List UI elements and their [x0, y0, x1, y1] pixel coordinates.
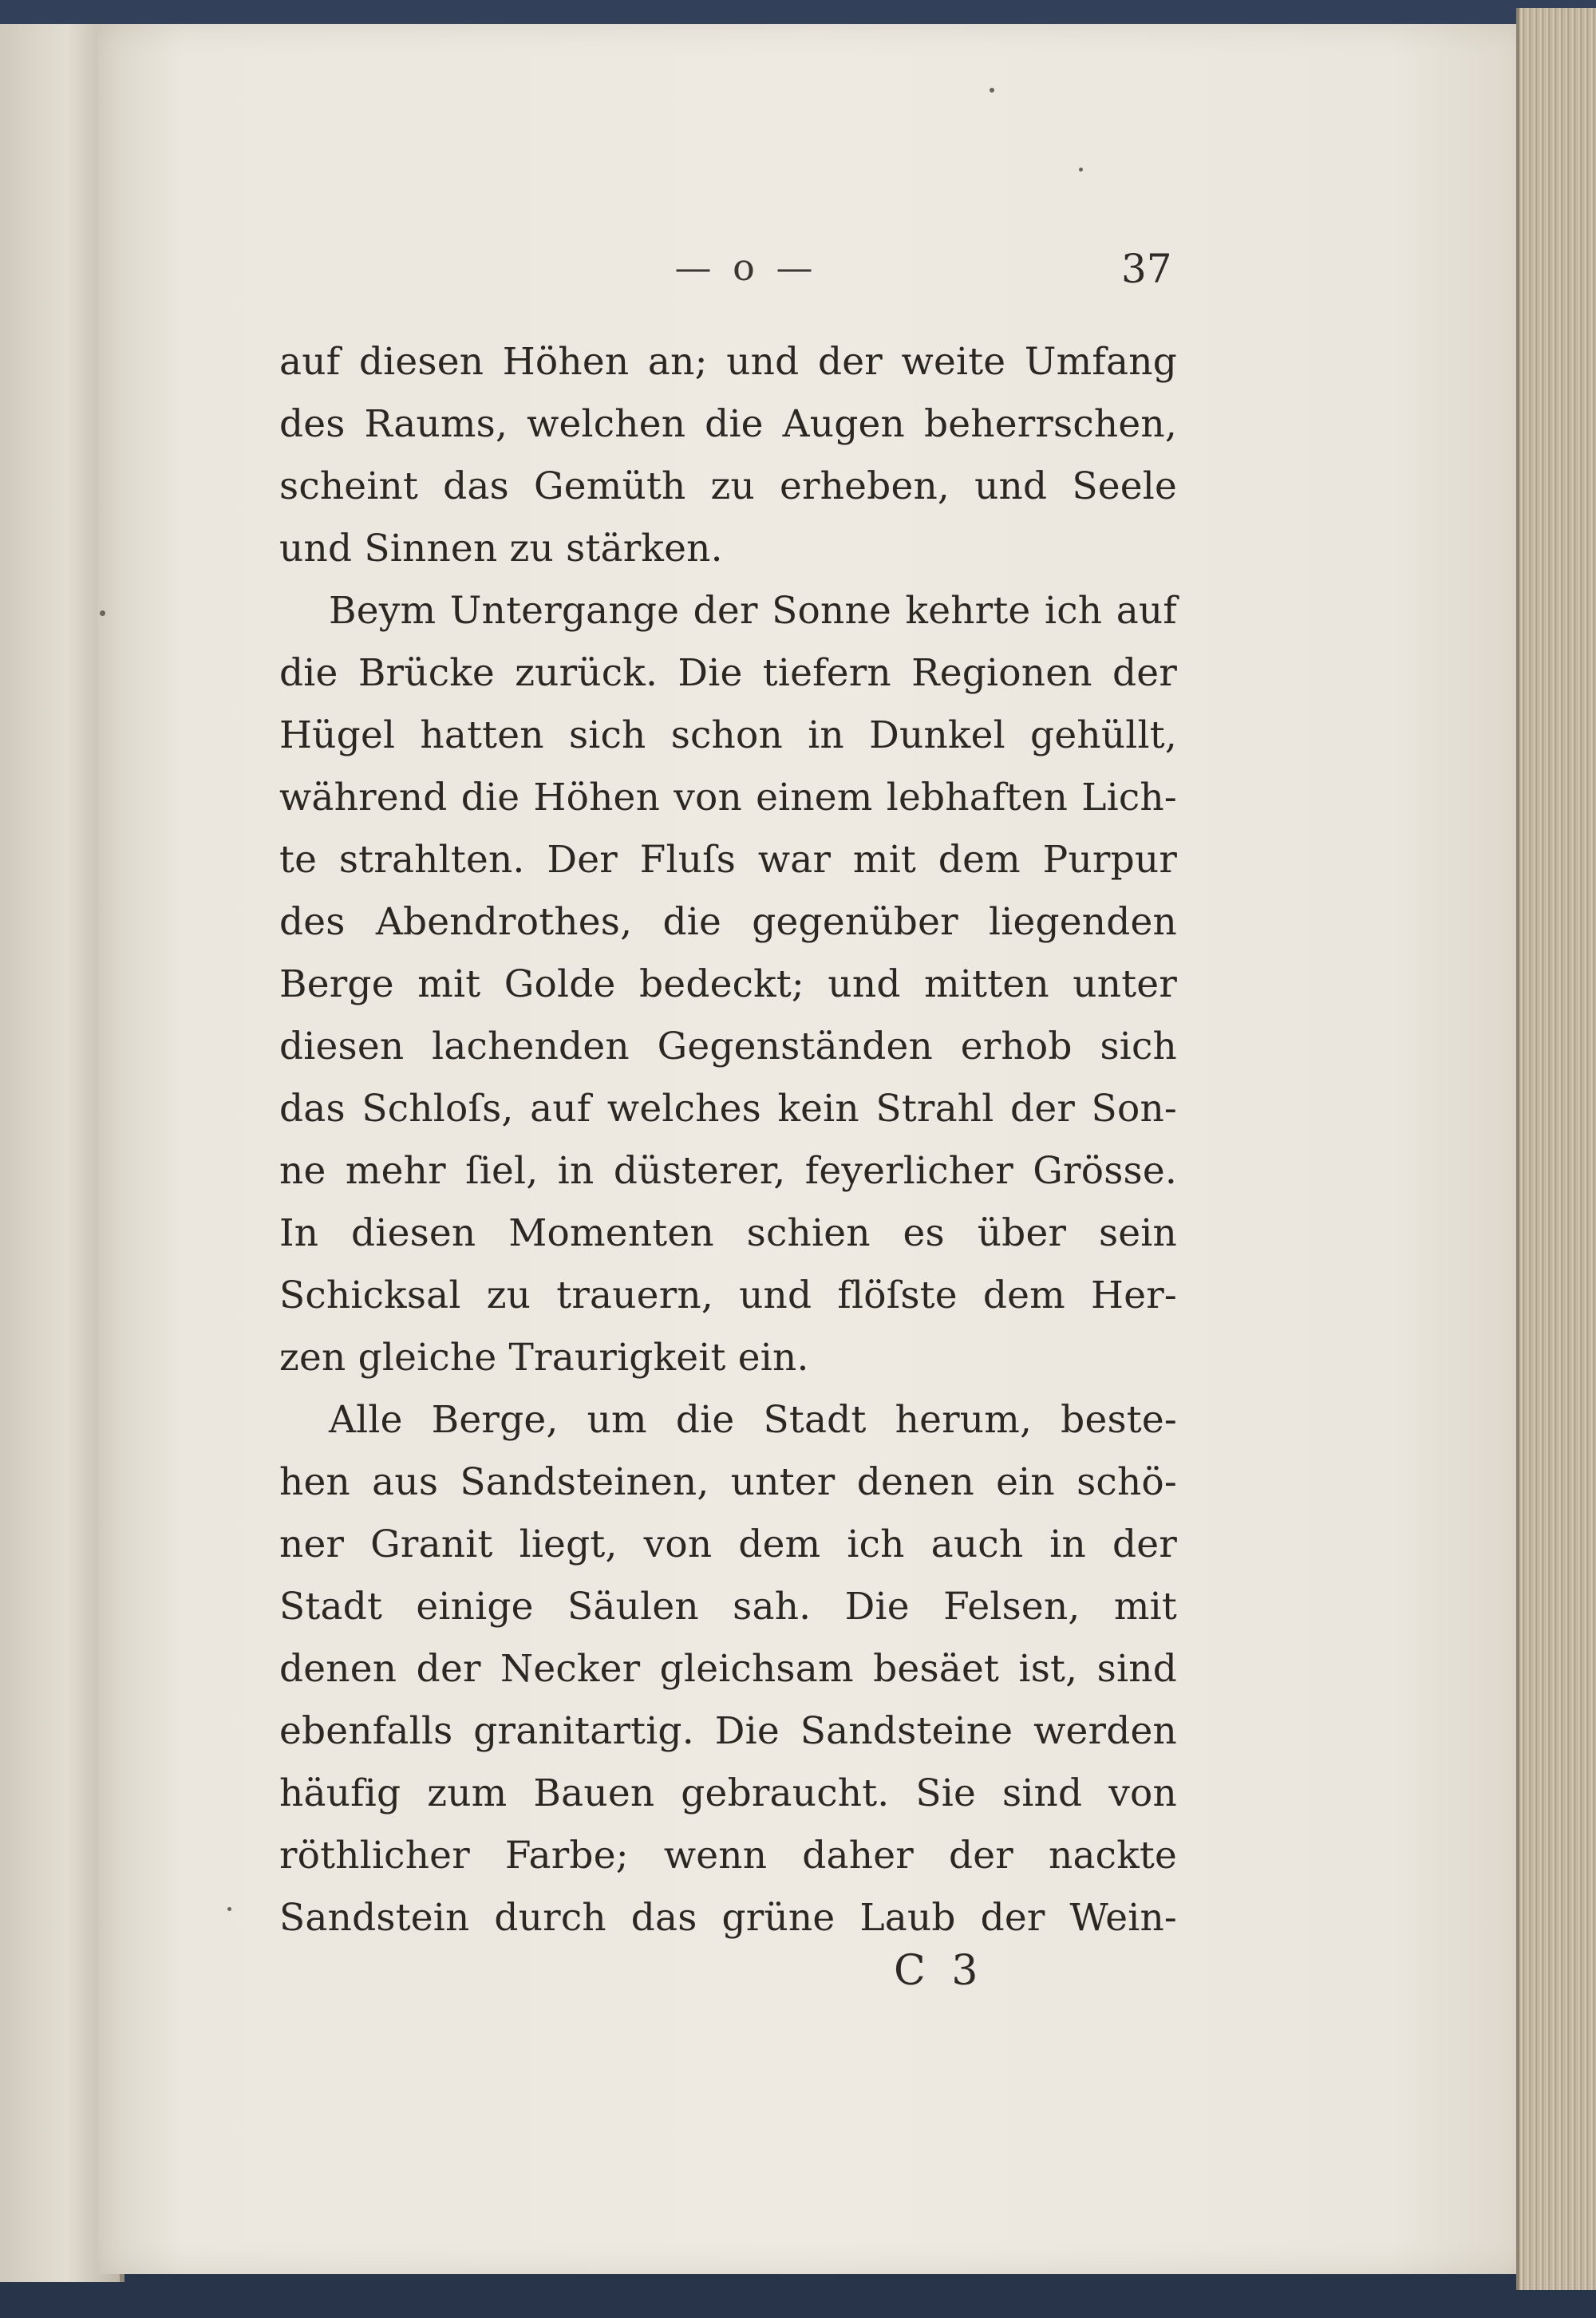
- text-line: häufig zum Bauen gebraucht. Sie sind von: [279, 1771, 1177, 1815]
- header-ornament: — o —: [674, 246, 818, 289]
- text-line: des Raums, welchen die Augen beherrschen,: [279, 402, 1177, 446]
- page-fore-edge: [1516, 8, 1596, 2290]
- signature-mark: C 3: [894, 1947, 985, 1995]
- text-line: Alle Berge, um die Stadt herum, beste-: [329, 1398, 1177, 1442]
- text-line: auf diesen Höhen an; und der weite Umfang: [279, 340, 1177, 384]
- text-line: hen aus Sandsteinen, unter denen ein schö-: [279, 1460, 1177, 1504]
- text-line: te strahlten. Der Fluſs war mit dem Purpur: [279, 838, 1177, 882]
- text-line: ner Granit liegt, von dem ich auch in der: [279, 1522, 1177, 1566]
- text-line: das Schloſs, auf welches kein Strahl der Son-: [279, 1087, 1177, 1131]
- text-line: denen der Necker gleichsam besäet ist, sind: [279, 1647, 1177, 1691]
- body-text: [279, 331, 1177, 1949]
- text-line: zen gleiche Traurigkeit ein.: [279, 1336, 809, 1380]
- text-line: In diesen Momenten schien es über sein: [279, 1211, 1177, 1255]
- paper-speck: [100, 610, 105, 616]
- text-line: röthlicher Farbe; wenn daher der nackte: [279, 1834, 1177, 1878]
- text-line: ebenfalls granitartig. Die Sandsteine werden: [279, 1709, 1177, 1753]
- text-line: während die Höhen von einem lebhaften Lich-: [279, 776, 1177, 819]
- text-line: diesen lachenden Gegenständen erhob sich: [279, 1025, 1177, 1068]
- text-line: Beym Untergange der Sonne kehrte ich auf: [329, 589, 1177, 633]
- paper-speck: [1079, 168, 1083, 172]
- running-header: [626, 239, 1185, 303]
- text-line: scheint das Gemüth zu erheben, und Seele: [279, 464, 1177, 508]
- text-line: des Abendrothes, die gegenüber liegenden: [279, 900, 1177, 944]
- text-line: Stadt einige Säulen sah. Die Felsen, mit: [279, 1585, 1177, 1629]
- text-line: die Brücke zurück. Die tiefern Regionen der: [279, 651, 1177, 695]
- text-line: Schicksal zu trauern, und flöſste dem Her-: [279, 1274, 1177, 1317]
- text-line: ne mehr ſiel, in düsterer, feyerlicher Grösse.: [279, 1149, 1177, 1193]
- page-number: 37: [1121, 246, 1172, 292]
- paper-speck: [227, 1907, 231, 1911]
- text-line: Hügel hatten sich schon in Dunkel gehüllt,: [279, 713, 1177, 757]
- text-line: Berge mit Golde bedeckt; und mitten unter: [279, 962, 1177, 1006]
- text-line: und Sinnen zu stärken.: [279, 527, 723, 571]
- text-line: Sandstein durch das grüne Laub der Wein-: [279, 1896, 1177, 1940]
- paper-speck: [990, 88, 994, 93]
